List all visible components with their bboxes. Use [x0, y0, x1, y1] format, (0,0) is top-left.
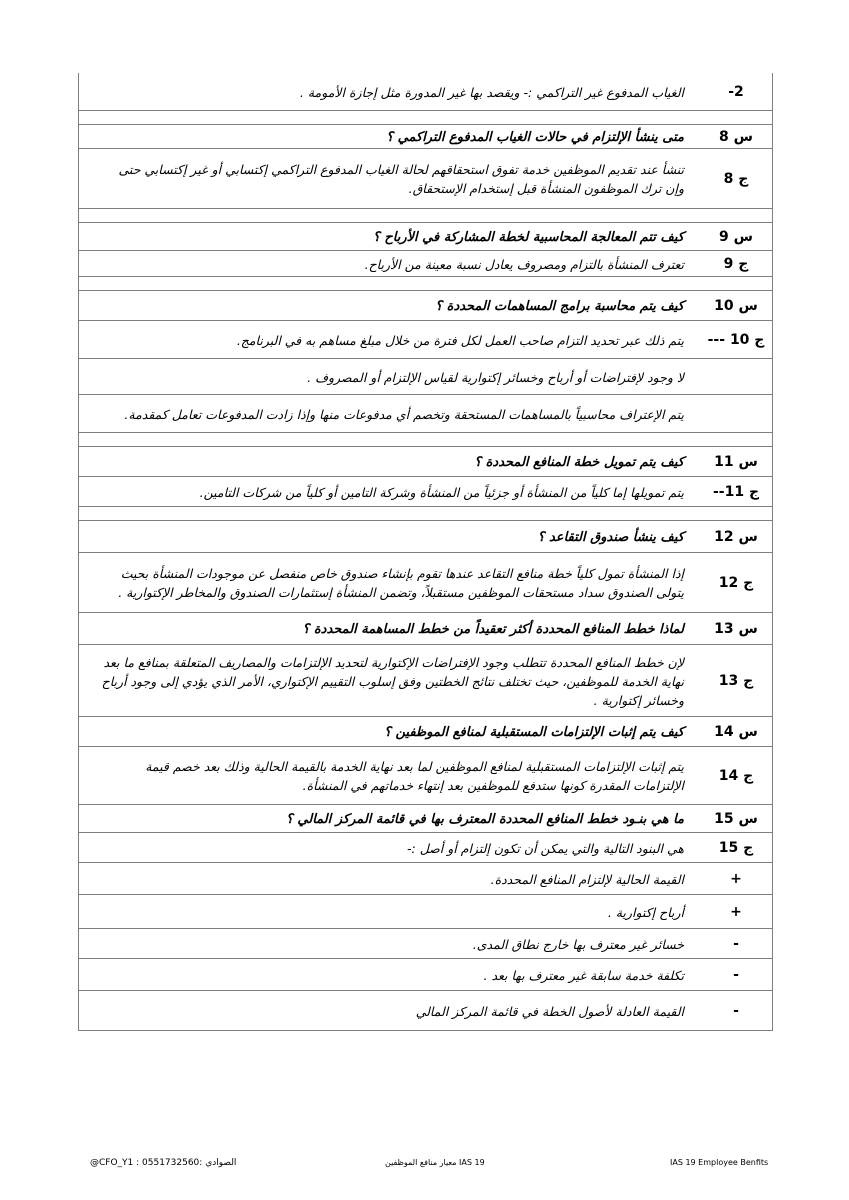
row-text: كيف يتم إثبات الإلتزامات المستقبلية لمنافع الموظفين ؟	[384, 724, 684, 740]
row-number: +	[730, 870, 742, 887]
row-text: لا وجود لإفتراضات أو أرباح وخسائر إكتوارية لقياس الإلتزام أو المصروف .	[307, 369, 684, 385]
row-number: ج 11--	[712, 483, 760, 500]
row-text: هي البنود التالية والتي يمكن أن تكون إلتزام أو أصل :-	[407, 840, 684, 856]
row-number: س 13	[714, 620, 758, 637]
answer-text	[99, 321, 684, 359]
answer-text	[99, 553, 684, 613]
answer-row	[79, 895, 772, 929]
row-number: س 9	[719, 228, 753, 245]
answer-text	[99, 251, 684, 277]
row-text: تعترف المنشأة بالتزام ومصروف يعادل نسبة معينة من الأرباح.	[364, 256, 684, 272]
row-text: تكلفة خدمة سابقة غير معترف بها بعد .	[483, 967, 684, 983]
answer-row	[79, 359, 772, 395]
row-text: لماذا خطط المنافع المحددة أكثر تعقيداً من خطط المساهمة المحددة ؟	[302, 621, 684, 637]
row-text: يتم ذلك عبر تحديد التزام صاحب العمل لكل فترة من خلال مبلغ مساهم به في البرنامج.	[236, 332, 684, 348]
answer-row	[79, 747, 772, 805]
spacer-row	[79, 433, 772, 447]
row-number: -	[733, 966, 739, 983]
row-number: س 10	[714, 297, 758, 314]
row-text: خسائر غير معترف بها خارج نطاق المدى.	[472, 936, 684, 952]
question-row	[79, 805, 772, 833]
answer-row	[79, 645, 772, 717]
question-row	[79, 125, 772, 149]
answer-row	[79, 477, 772, 507]
row-text: تنشأ عند تقديم الموظفين خدمة تفوق استحقاقهم لحالة الغياب المدفوع التراكمي إكتسابي أو غير إكتسابي حتى وإن ترك الموظفون المنشأة قبل إستخدام الإستحقاق.	[118, 162, 684, 196]
row-text: القيمة الحالية لإلتزام المنافع المحددة.	[490, 871, 684, 887]
row-text: يتم تمويلها إما كلياً من المنشأة أو جزئياً من المنشأة وشركة التامين أو كلياً من شركات التامين.	[199, 484, 684, 500]
answer-text	[99, 929, 684, 959]
row-text: ما هي بنـود خطط المنافع المحددة المعترف بها في قائمة المركز المالي ؟	[285, 811, 684, 827]
row-number: س 12	[714, 528, 758, 545]
row-text: كيف تتم المعالجة المحاسبية لخطة المشاركة في الأرباح ؟	[372, 229, 684, 245]
row-text: كيف يتم تمويل خطة المنافع المحددة ؟	[474, 454, 684, 470]
answer-row	[79, 991, 772, 1031]
page-footer	[0, 1158, 849, 1172]
row-number: ج 13	[718, 672, 754, 689]
row-number: -	[733, 1002, 739, 1019]
answer-text	[99, 863, 684, 895]
question-row	[79, 717, 772, 747]
question-row	[79, 291, 772, 321]
answer-row	[79, 321, 772, 359]
question-row	[79, 613, 772, 645]
answer-text	[99, 149, 684, 209]
answer-row	[79, 833, 772, 863]
answer-text	[99, 895, 684, 929]
answer-text	[99, 395, 684, 433]
question-text	[99, 521, 684, 553]
row-text: متى ينشأ الإلتزام في حالات الغياب المدفوع التراكمي ؟	[386, 129, 684, 145]
answer-text	[99, 991, 684, 1031]
spacer-row	[79, 111, 772, 125]
answer-text	[99, 959, 684, 991]
answer-row	[79, 149, 772, 209]
row-number: ج 12	[718, 574, 754, 591]
question-text	[99, 447, 684, 477]
row-number	[700, 395, 772, 432]
spacer-row	[79, 507, 772, 521]
answer-row	[79, 251, 772, 277]
row-number: ج 15	[718, 839, 754, 856]
row-text: يتم إثبات الإلتزامات المستقبلية لمنافع الموظفين لما بعد نهاية الخدمة بالقيمة الحالية وذلك بعد خصم قيمة الإلتزامات المقدرة كونها ستدفع للموظفين بعد إنتهاء خدماتهم في المنشأة.	[145, 759, 684, 793]
question-text	[99, 223, 684, 251]
answer-row	[79, 553, 772, 613]
row-number: س 11	[714, 453, 758, 470]
row-text: القيمة العادلة لأصول الخطة في قائمة المركز المالي	[415, 1003, 684, 1019]
answer-text	[99, 747, 684, 805]
row-number: ج 10 ---	[707, 331, 765, 348]
row-number: ج 8	[723, 170, 749, 187]
footer-standard-ar: معيار منافع الموظفين IAS 19	[385, 1158, 485, 1167]
question-text	[99, 717, 684, 747]
question-text	[99, 613, 684, 645]
answer-row	[79, 929, 772, 959]
row-text: الغياب المدفوع غير التراكمي :- ويقصد بها غير المدورة مثل إجازة الأمومة .	[299, 84, 684, 100]
answer-row	[79, 863, 772, 895]
row-text: أرباح إكتوارية .	[607, 904, 684, 920]
spacer-row	[79, 209, 772, 223]
row-text: يتم الإعتراف محاسبياً بالمساهمات المستحقة وتخصم أي مدفوعات منها وإذا زادت المدفوعات تعامل كمقدمة.	[124, 406, 684, 422]
question-text	[99, 291, 684, 321]
row-number	[700, 359, 772, 394]
answer-text	[99, 73, 684, 111]
answer-text	[99, 359, 684, 395]
row-text: كيف ينشأ صندوق التقاعد ؟	[537, 529, 684, 545]
footer-contact: @CFO_Y1 : 0551732560: الصوادي	[90, 1158, 237, 1168]
answer-text	[99, 645, 684, 717]
answer-row	[79, 73, 772, 111]
question-text	[99, 805, 684, 833]
answer-text	[99, 833, 684, 863]
row-number: +	[730, 903, 742, 920]
row-number: س 8	[719, 128, 753, 145]
row-text: إذا المنشأة تمول كلياً خطة منافع التقاعد عندها تقوم بإنشاء صندوق خاص منفصل عن موجودات المنشأة بحيث يتولى الصندوق سداد مستحقات الموظفين مستقبلاً، وتضمن المنشأة إستثمارات الصندوق والمخاطر الإكتوارية .	[118, 566, 684, 600]
question-row	[79, 223, 772, 251]
spacer-row	[79, 277, 772, 291]
row-number: ج 14	[718, 767, 754, 784]
qa-table	[78, 73, 773, 1031]
footer-standard-en: IAS 19 Employee Benfits	[670, 1158, 769, 1167]
row-text: لإن خطط المنافع المحددة تتطلب وجود الإفتراضات الإكتوارية لتحديد الإلتزامات والمصاريف المتعلقة بمنافع ما بعد نهاية الخدمة للموظفين، حيث تختلف نتائج الخطتين وفق إسلوب التقييم الإكتواري، الأمر الذي يؤدي إلى وجود أرباح وخسائر إكتوارية .	[101, 654, 684, 708]
row-number: -	[733, 935, 739, 952]
row-number: ج 9	[723, 255, 749, 272]
question-text	[99, 125, 684, 149]
question-row	[79, 447, 772, 477]
question-row	[79, 521, 772, 553]
row-number: 2-	[728, 83, 744, 100]
answer-row	[79, 959, 772, 991]
row-text: كيف يتم محاسبة برامج المساهمات المحددة ؟	[435, 298, 684, 314]
answer-text	[99, 477, 684, 507]
row-number: س 15	[714, 810, 758, 827]
row-number: س 14	[714, 723, 758, 740]
answer-row	[79, 395, 772, 433]
